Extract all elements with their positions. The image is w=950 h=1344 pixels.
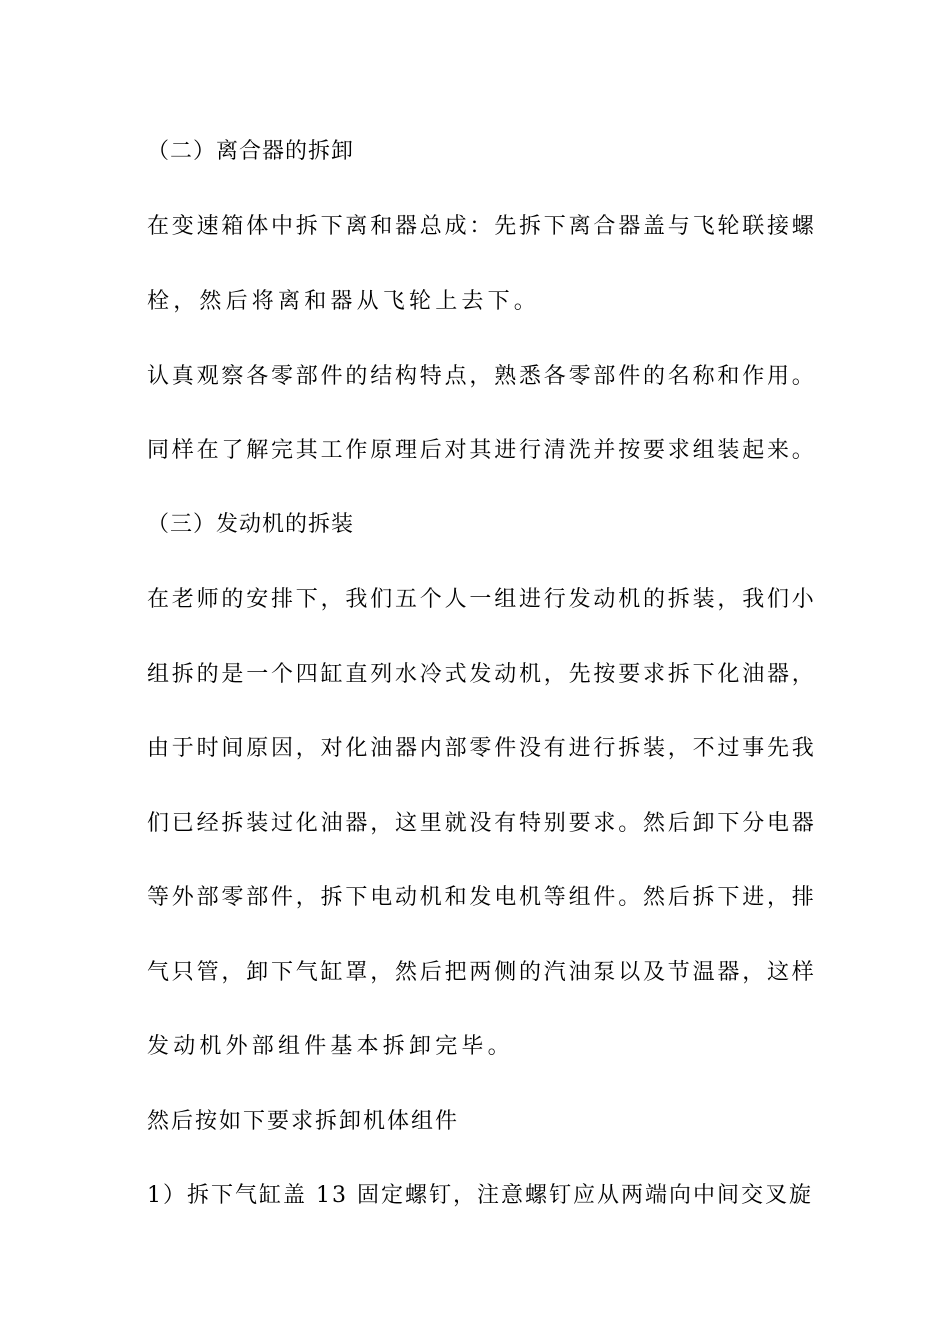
paragraph-line: 认真观察各零部件的结构特点，熟悉各零部件的名称和作用。 (147, 364, 817, 389)
paragraph-line: 在变速箱体中拆下离和器总成：先拆下离合器盖与飞轮联接螺 (147, 214, 817, 239)
paragraph-line: 气只管，卸下气缸罩，然后把两侧的汽油泵以及节温器，这样 (147, 960, 817, 985)
paragraph-line: 们已经拆装过化油器，这里就没有特别要求。然后卸下分电器 (147, 811, 817, 836)
paragraph-line: 栓，然后将离和器从飞轮上去下。 (147, 289, 541, 314)
paragraph-line: 由于时间原因，对化油器内部零件没有进行拆装，不过事先我 (147, 736, 817, 761)
list-item-step-1: 1）拆下气缸盖 13 固定螺钉，注意螺钉应从两端向中间交叉旋 (147, 1183, 813, 1208)
section-heading-engine: （三）发动机的拆装 (147, 512, 355, 537)
paragraph-line: 等外部零部件，拆下电动机和发电机等组件。然后拆下进，排 (147, 885, 817, 910)
paragraph-line: 同样在了解完其工作原理后对其进行清洗并按要求组装起来。 (147, 438, 817, 463)
paragraph-line: 在老师的安排下，我们五个人一组进行发动机的拆装，我们小 (147, 587, 817, 612)
paragraph-line: 发动机外部组件基本拆卸完毕。 (147, 1034, 514, 1059)
paragraph-line: 组拆的是一个四缸直列水冷式发动机，先按要求拆下化油器， (147, 662, 817, 687)
section-heading-clutch: （二）离合器的拆卸 (147, 139, 355, 164)
paragraph-line: 然后按如下要求拆卸机体组件 (147, 1109, 460, 1134)
